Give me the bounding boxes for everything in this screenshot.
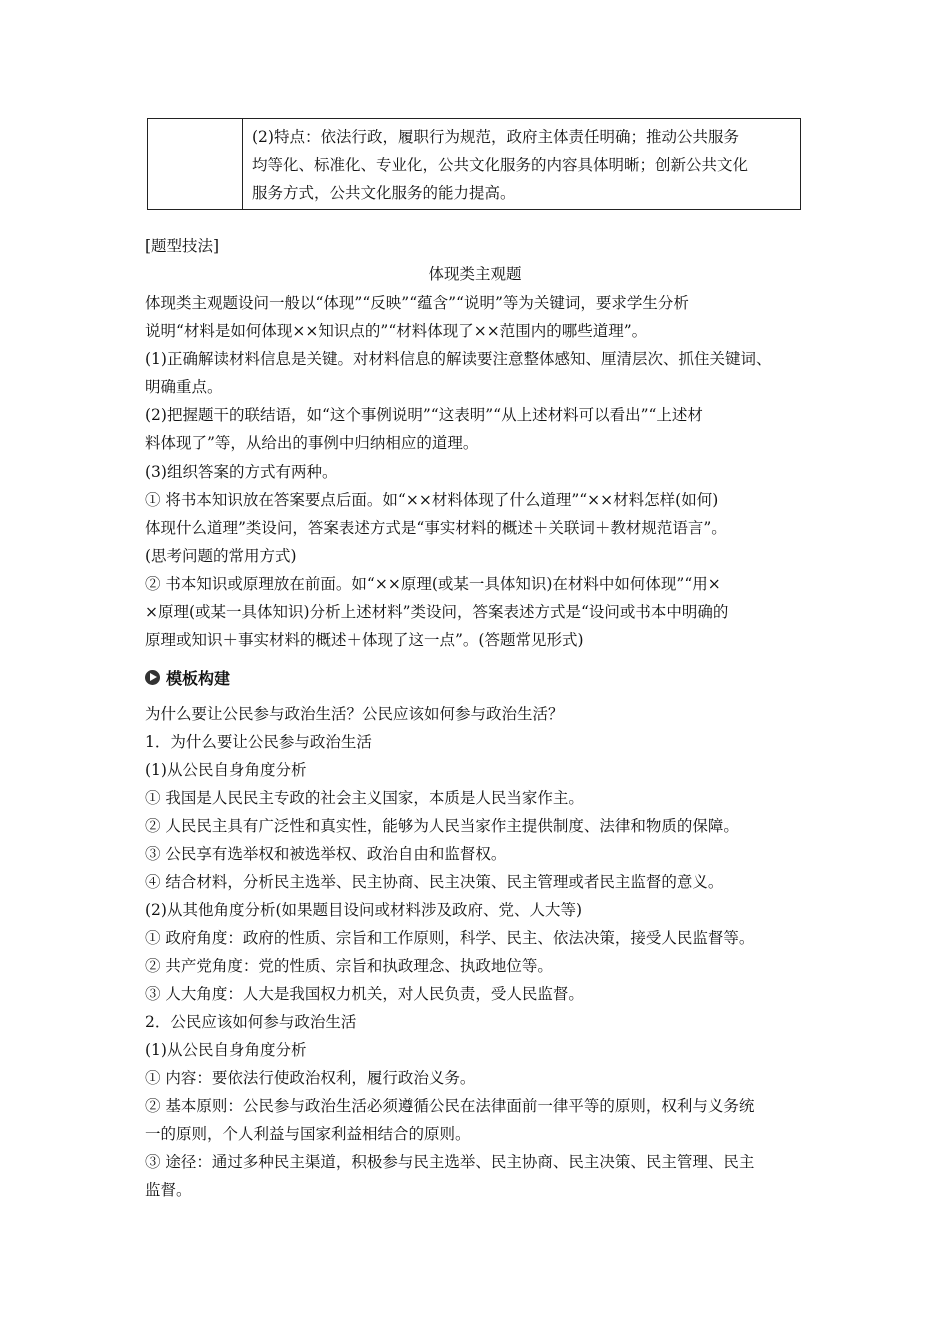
template-heading-text: 模板构建 (166, 668, 231, 688)
paragraph-line: ① 我国是人民民主专政的社会主义国家，本质是人民当家作主。 (145, 789, 584, 807)
paragraph-line: ③ 人大角度：人大是我国权力机关，对人民负责，受人民监督。 (145, 985, 584, 1003)
section-title: 体现类主观题 (428, 265, 522, 283)
paragraph-line: 体现什么道理”类设问，答案表述方式是“事实材料的概述＋关联词＋教材规范语言”。 (145, 519, 727, 537)
paragraph-line: ② 基本原则：公民参与政治生活必须遵循公民在法律面前一律平等的原则，权利与义务统 (145, 1097, 755, 1115)
table-divider (242, 119, 243, 209)
paragraph-line: (思考问题的常用方式) (145, 547, 297, 565)
section-label: [题型技法] (145, 237, 220, 255)
paragraph-line: (1)从公民自身角度分析 (145, 761, 307, 779)
paragraph-line: ② 共产党角度：党的性质、宗旨和执政理念、执政地位等。 (145, 957, 553, 975)
paragraph-line: (3)组织答案的方式有两种。 (145, 463, 338, 481)
paragraph-line: (1)从公民自身角度分析 (145, 1041, 307, 1059)
paragraph-line: 一的原则，个人利益与国家利益相结合的原则。 (145, 1125, 471, 1143)
table-line: (2)特点：依法行政，履职行为规范，政府主体责任明确；推动公共服务 (252, 128, 739, 146)
table-line: 服务方式，公共文化服务的能力提高。 (252, 184, 516, 202)
table-line: 均等化、标准化、专业化，公共文化服务的内容具体明晰；创新公共文化 (252, 156, 749, 174)
paragraph-line: ② 书本知识或原理放在前面。如“××原理(或某一具体知识)在材料中如何体现”“用× (145, 575, 721, 593)
template-section-heading (145, 663, 230, 691)
paragraph-line: 2．公民应该如何参与政治生活 (145, 1013, 357, 1031)
paragraph-line: 原理或知识＋事实材料的概述＋体现了这一点”。(答题常见形式) (145, 631, 584, 649)
paragraph-line: 为什么要让公民参与政治生活？公民应该如何参与政治生活？ (145, 705, 564, 723)
paragraph-line: (2)从其他角度分析(如果题目设问或材料涉及政府、党、人大等) (145, 901, 583, 919)
paragraph-line: 1．为什么要让公民参与政治生活 (145, 733, 372, 751)
paragraph-line: ② 人民民主具有广泛性和真实性，能够为人民当家作主提供制度、法律和物质的保障。 (145, 817, 739, 835)
paragraph-line: 监督。 (145, 1181, 192, 1199)
paragraph-line: (1)正确解读材料信息是关键。对材料信息的解读要注意整体感知、厘清层次、抓住关键词、 (145, 350, 772, 368)
paragraph-line: ③ 公民享有选举权和被选举权、政治自由和监督权。 (145, 845, 507, 863)
play-icon (145, 670, 160, 685)
paragraph-line: ① 内容：要依法行使政治权利，履行政治义务。 (145, 1069, 476, 1087)
paragraph-line: 说明“材料是如何体现××知识点的”“材料体现了××范围内的哪些道理”。 (145, 322, 648, 340)
paragraph-line: 体现类主观题设问一般以“体现”“反映”“蕴含”“说明”等为关键词，要求学生分析 (145, 294, 689, 312)
paragraph-line: ① 政府角度：政府的性质、宗旨和工作原则，科学、民主、依法决策，接受人民监督等。 (145, 929, 755, 947)
paragraph-line: 料体现了”等，从给出的事例中归纳相应的道理。 (145, 434, 479, 452)
paragraph-line: ③ 途径：通过多种民主渠道，积极参与民主选举、民主协商、民主决策、民主管理、民主 (145, 1153, 755, 1171)
table-cell-box (147, 118, 801, 210)
paragraph-line: (2)把握题干的联结语，如“这个事例说明”“这表明”“从上述材料可以看出”“上述材 (145, 406, 703, 424)
paragraph-line: 明确重点。 (145, 378, 223, 396)
paragraph-line: ×原理(或某一具体知识)分析上述材料”类设问，答案表述方式是“设问或书本中明确的 (145, 603, 729, 621)
paragraph-line: ① 将书本知识放在答案要点后面。如“××材料体现了什么道理”“××材料怎样(如何) (145, 491, 719, 509)
paragraph-line: ④ 结合材料，分析民主选举、民主协商、民主决策、民主管理或者民主监督的意义。 (145, 873, 724, 891)
